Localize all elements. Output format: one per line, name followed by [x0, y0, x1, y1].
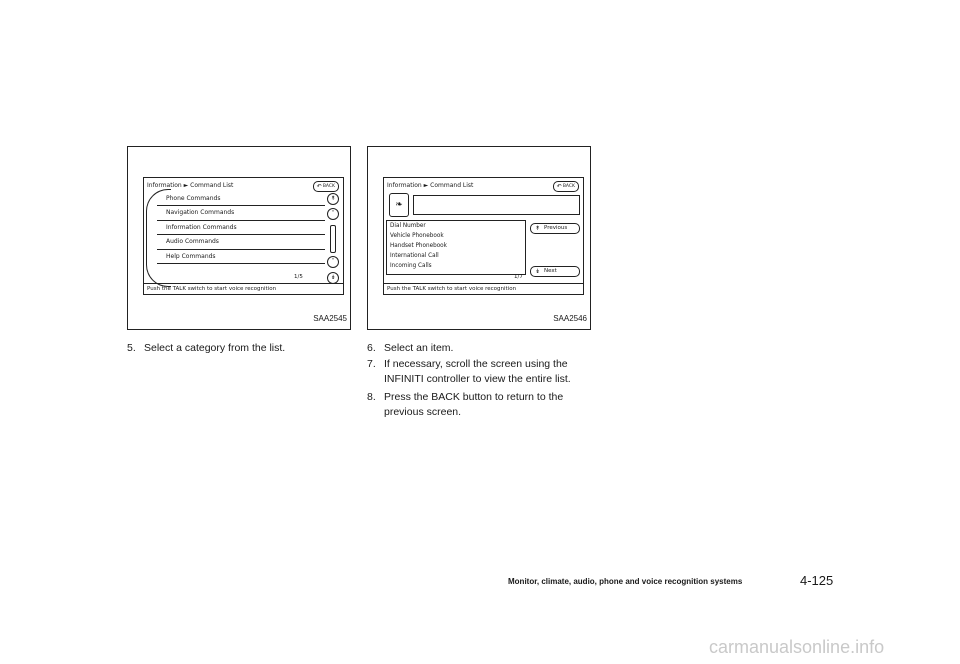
page-number: 4-125 [800, 573, 834, 588]
figure-command-categories [127, 146, 351, 330]
down-arrow-icon[interactable]: ˅ [327, 256, 339, 268]
step-8: 8. Press the BACK button to return to the previous screen. [367, 391, 564, 418]
list-item-handset-phonebook[interactable]: Handset Phonebook [390, 243, 447, 249]
figure-code: SAA2545 [313, 314, 347, 323]
command-list-screen [383, 177, 584, 295]
double-up-arrow-icon: ↟ [534, 225, 541, 232]
category-item-information-commands[interactable]: Information Commands [157, 221, 325, 235]
back-arrow-icon: ↶ [316, 182, 322, 190]
list-item-international-call[interactable]: International Call [390, 253, 439, 259]
category-item-help-commands[interactable]: Help Commands [157, 250, 325, 264]
step-5: 5. Select a category from the list. [127, 342, 286, 354]
step-6: 6. Select an item. [367, 342, 454, 354]
voice-recognition-icon: ❧ [389, 193, 409, 217]
step-7: 7. If necessary, scroll the screen using the INFINITI controller to view the entire list. [367, 358, 571, 385]
double-down-arrow-icon[interactable]: ↡ [327, 272, 339, 284]
command-display-box [413, 195, 580, 215]
scroll-controls [327, 193, 339, 285]
list-item-vehicle-phonebook[interactable]: Vehicle Phonebook [390, 233, 444, 239]
double-up-arrow-icon[interactable]: ↟ [327, 193, 339, 205]
back-button[interactable]: ↶ BACK [313, 181, 339, 192]
list-item-dial-number[interactable]: Dial Number [390, 223, 426, 229]
status-bar: Push the TALK switch to start voice recognition [384, 283, 583, 294]
category-item-phone-commands[interactable]: Phone Commands [157, 192, 325, 206]
page-indicator: 1/5 [294, 274, 303, 280]
figure-command-items [367, 146, 591, 330]
command-item-list [386, 220, 526, 275]
figure-code: SAA2546 [553, 314, 587, 323]
watermark: carmanualsonline.info [709, 637, 885, 657]
screen-title: Information ► Command List [387, 182, 474, 189]
status-bar: Push the TALK switch to start voice recognition [144, 283, 343, 294]
next-button[interactable]: ↡ Next [530, 266, 580, 277]
scrollbar[interactable] [330, 225, 336, 253]
screen-title: Information ► Command List [147, 182, 234, 189]
category-item-navigation-commands[interactable]: Navigation Commands [157, 206, 325, 220]
list-item-incoming-calls[interactable]: Incoming Calls [390, 263, 432, 269]
category-list [157, 192, 325, 264]
up-arrow-icon[interactable]: ˄ [327, 208, 339, 220]
back-button[interactable]: ↶ BACK [553, 181, 579, 192]
back-arrow-icon: ↶ [556, 182, 562, 190]
command-list-screen [143, 177, 344, 295]
previous-button[interactable]: ↟ Previous [530, 223, 580, 234]
category-item-audio-commands[interactable]: Audio Commands [157, 235, 325, 249]
section-footer: Monitor, climate, audio, phone and voice recognition systems [508, 577, 743, 586]
double-down-arrow-icon: ↡ [534, 268, 541, 275]
page-indicator: 1/7 [514, 274, 523, 280]
